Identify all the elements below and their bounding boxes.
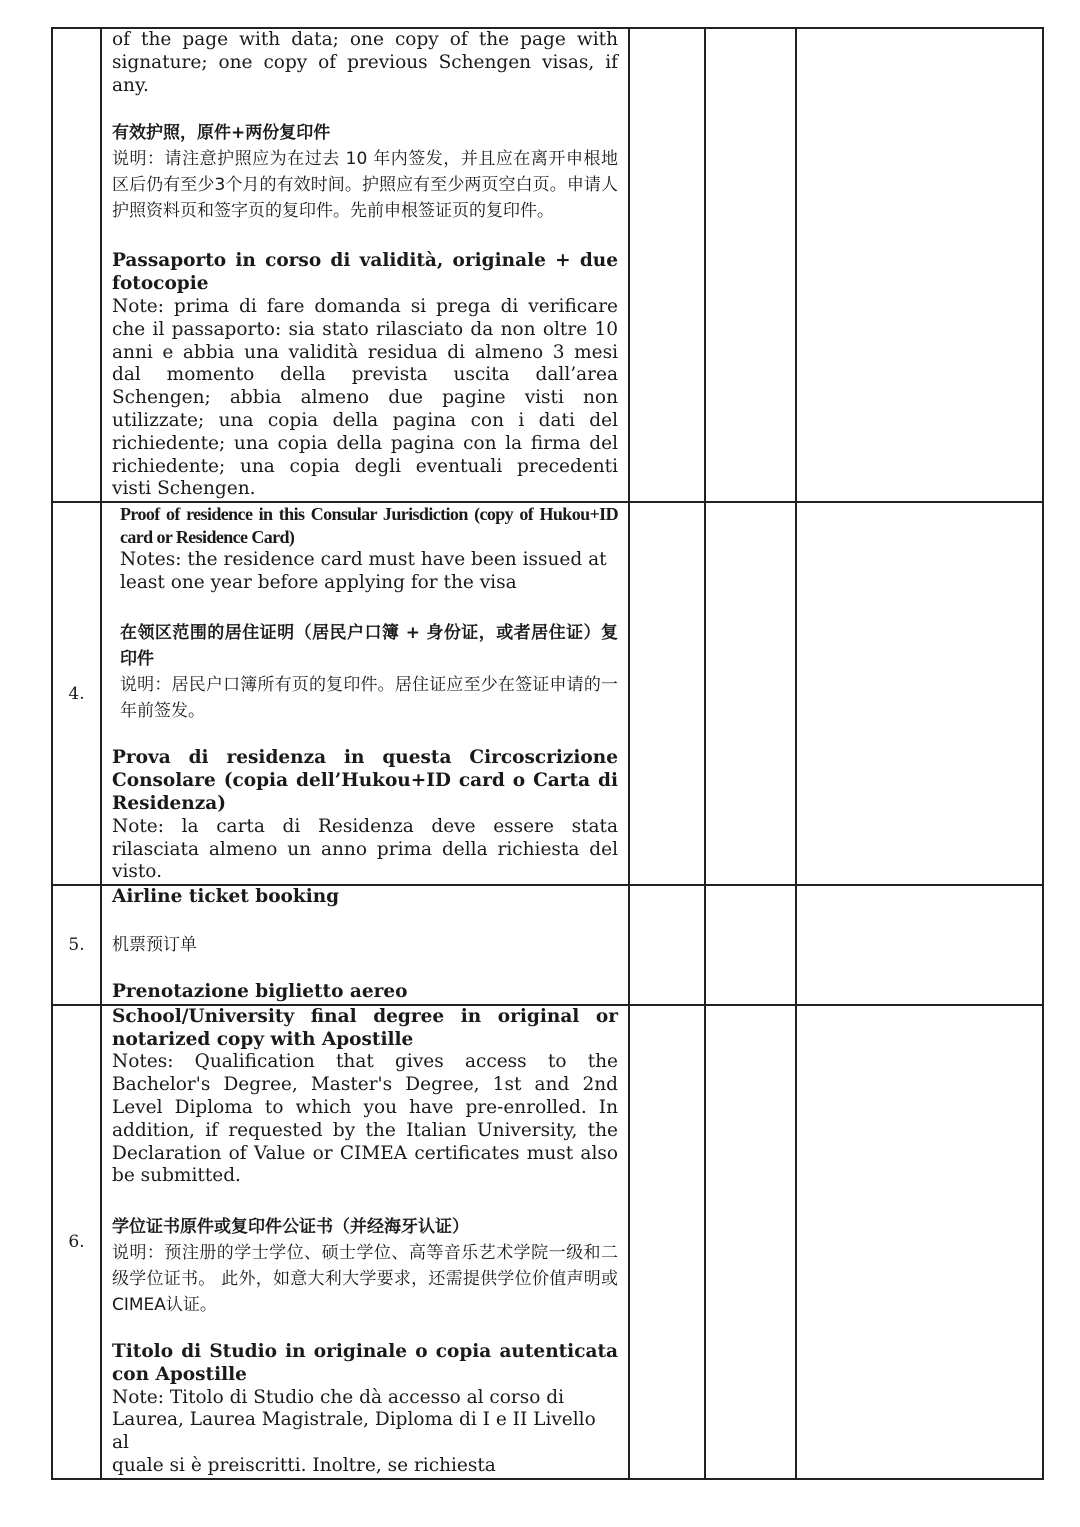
en-requirement-note: Notes: the residence card must have been issued at least one year before applying for the visa [120, 548, 607, 593]
it-requirement-note: Note: la carta di Residenza deve essere stata rilasciata almeno un anno prima della richiesta del visto. [112, 815, 618, 883]
requirement-description-cell [101, 28, 629, 502]
en-requirement-title: Proof of residence in this Consular Jurisdiction (copy of Hukou+ID card or Residence Card) [120, 504, 618, 547]
en-note-continuation: of the page with data; one copy of the page with [112, 29, 618, 50]
remarks-cell[interactable] [796, 28, 1043, 502]
row-number-cell [52, 28, 101, 502]
it-requirement-title: Prenotazione biglietto aereo [112, 980, 408, 1002]
zh-requirement-note: 说明：预注册的学士学位、硕士学位、高等音乐艺术学院一级和二级学位证书。 此外，如意大利大学要求，还需提供学位价值声明或 CIMEA认证。 [112, 1243, 618, 1316]
it-requirement-title: Prova di residenza in questa Circoscrizione Consolare (copia dell’Hukou+ID card o Carta di Residenza) [112, 747, 618, 814]
zh-requirement-title: 有效护照，原件+两份复印件 [112, 123, 331, 144]
requirement-description-cell [101, 1005, 629, 1479]
zh-requirement-note: 说明：居民户口簿所有页的复印件。居住证应至少在签证申请的一年前签发。 [120, 675, 618, 722]
check-cell-a[interactable] [629, 1005, 705, 1479]
remarks-cell[interactable] [796, 1005, 1043, 1479]
visa-document-checklist-table [51, 27, 1044, 1480]
check-cell-a[interactable] [629, 502, 705, 885]
zh-requirement-title: 学位证书原件或复印件公证书（并经海牙认证） [112, 1217, 469, 1238]
table-row [52, 1005, 1043, 1479]
row-number-cell: 5. [52, 885, 101, 1005]
en-requirement-title: School/University final degree in original or notarized copy with Apostille [112, 1005, 618, 1050]
row-number-cell: 4. [52, 502, 101, 885]
zh-requirement-title: 机票预订单 [112, 934, 197, 955]
it-requirement-note-line: quale si è preiscritti. Inoltre, se richiesta [112, 1455, 496, 1477]
requirement-description-cell [101, 502, 629, 885]
check-cell-a[interactable] [629, 885, 705, 1005]
requirement-description-cell [101, 885, 629, 1005]
check-cell-b[interactable] [705, 1005, 796, 1479]
zh-requirement-title: 在领区范围的居住证明（居民户口簿 + 身份证，或者居住证）复印件 [120, 623, 618, 670]
it-requirement-note: Note: prima di fare domanda si prega di verificare che il passaporto: sia stato rilasciato da non oltre 10 anni e abbia una validità residua di almeno 3 mesi dal momento della prevista uscita dall’area Schengen; abbia almeno due pagine visti non utilizzate; una copia della pagina con i dati del richiedente; una copia della pagina con la firma del richiedente; una copia degli eventuali precedenti visti Schengen. [112, 295, 618, 500]
remarks-cell[interactable] [796, 885, 1043, 1005]
check-cell-b[interactable] [705, 28, 796, 502]
remarks-cell[interactable] [796, 502, 1043, 885]
table-row [52, 885, 1043, 1005]
en-note-continuation: signature; one copy of previous Schengen visas, if any. [112, 51, 618, 96]
en-requirement-title: Airline ticket booking [112, 886, 340, 908]
table-row [52, 502, 1043, 885]
check-cell-b[interactable] [705, 502, 796, 885]
en-requirement-note: Notes: Qualification that gives access to the Bachelor's Degree, Master's Degree, 1st and 2nd Level Diploma to which you have pre-enrolled. In addition, if requested by the Italian University, the Declaration of Value or CIMEA certificates must also be submitted. [112, 1051, 618, 1187]
it-requirement-note-line: Laurea, Laurea Magistrale, Diploma di I e II Livello al [112, 1409, 596, 1454]
check-cell-b[interactable] [705, 885, 796, 1005]
row-number-cell: 6. [52, 1005, 101, 1479]
it-requirement-note-line: Note: Titolo di Studio che dà accesso al corso di [112, 1386, 565, 1408]
table-row [52, 28, 1043, 502]
it-requirement-title: Titolo di Studio in originale o copia autenticata con Apostille [112, 1341, 618, 1385]
check-cell-a[interactable] [629, 28, 705, 502]
zh-requirement-note: 说明：请注意护照应为在过去 10 年内签发，并且应在离开申根地区后仍有至少3个月的有效时间。护照应有至少两页空白页。申请人护照资料页和签字页的复印件。先前申根签证页的复印件。 [112, 149, 618, 222]
it-requirement-title: Passaporto in corso di validità, originale + due fotocopie [112, 250, 618, 295]
